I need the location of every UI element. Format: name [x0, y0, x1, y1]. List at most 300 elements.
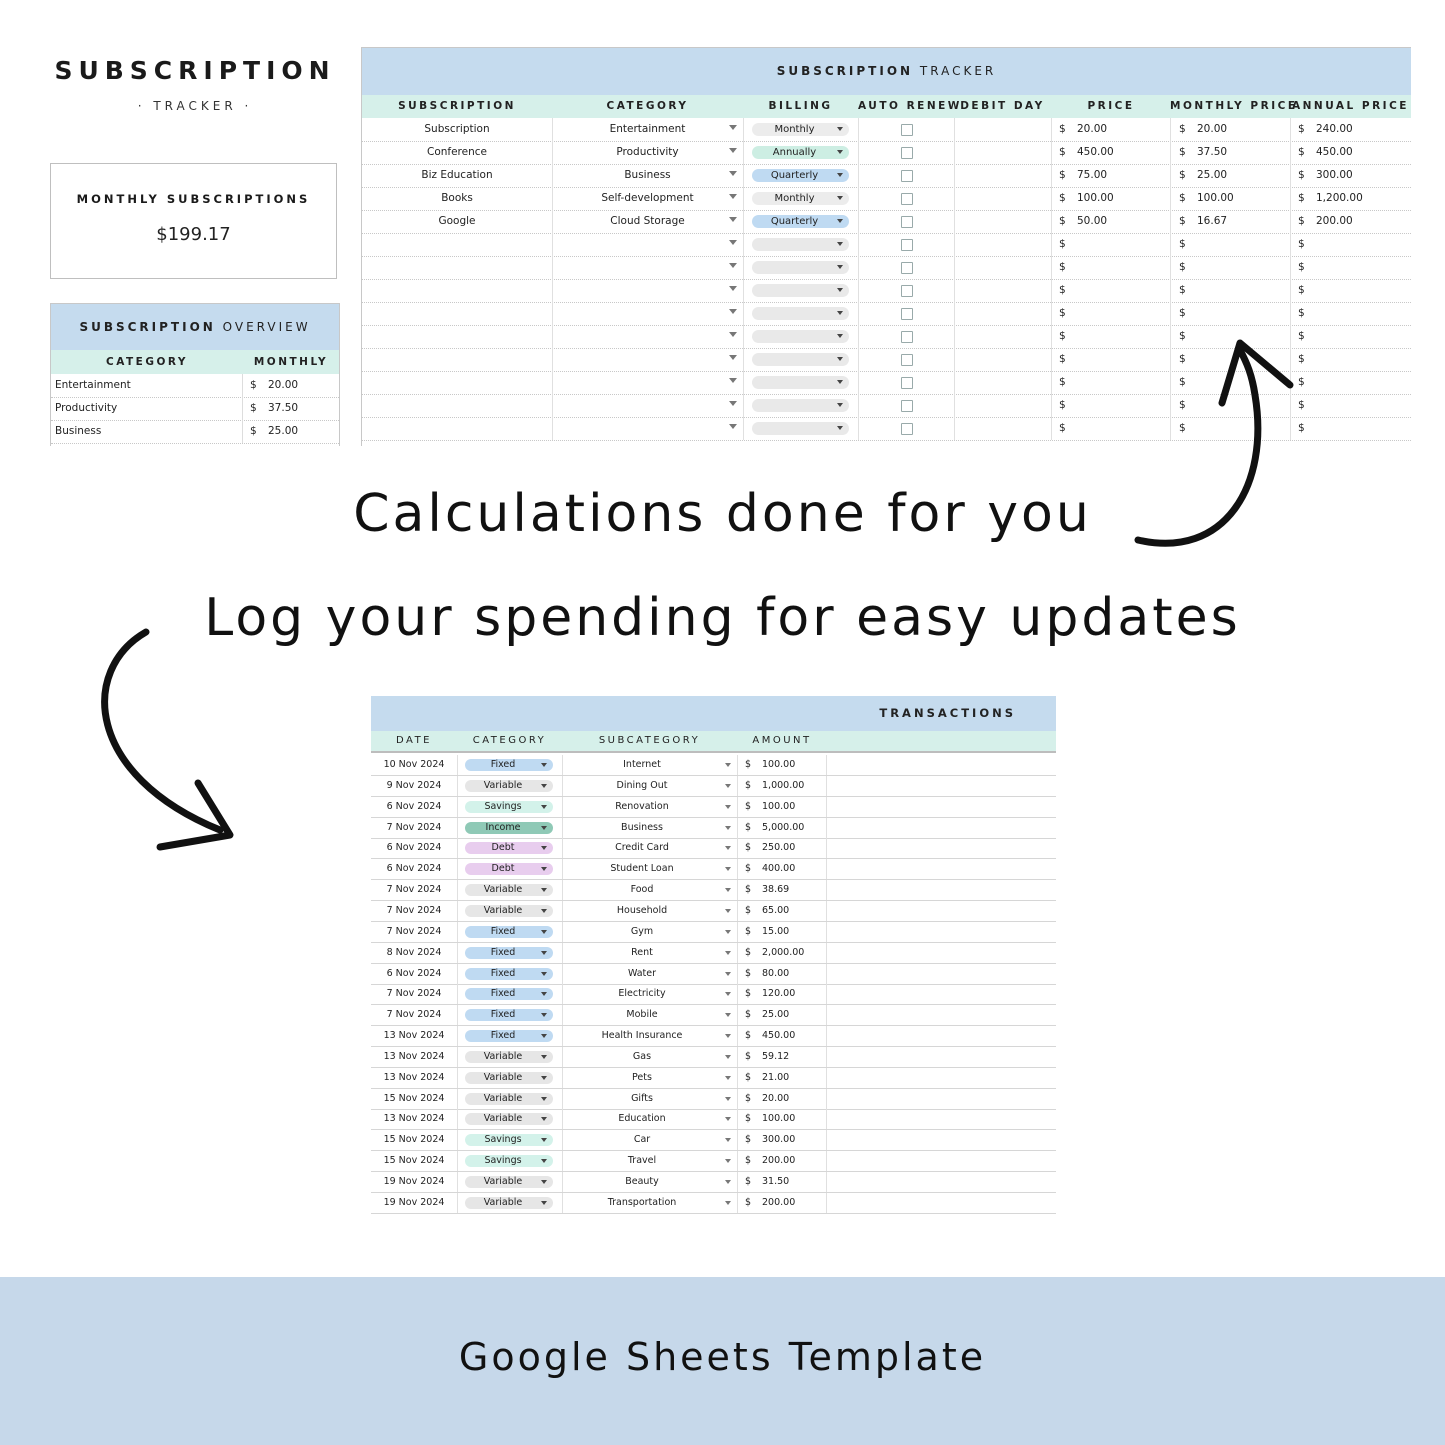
subcategory-dropdown[interactable]: Renovation	[615, 800, 669, 812]
auto-renew-checkbox[interactable]	[901, 308, 913, 320]
price-currency: $	[1059, 284, 1066, 296]
subcategory-dropdown[interactable]: Beauty	[625, 1176, 659, 1187]
dropdown-arrow-icon[interactable]	[725, 784, 731, 788]
cell-divider	[826, 1026, 827, 1046]
dropdown-arrow-icon[interactable]	[725, 846, 731, 850]
cell-divider	[826, 1130, 827, 1150]
monthly-subscriptions-label: MONTHLY SUBSCRIPTIONS	[76, 192, 311, 206]
auto-renew-checkbox[interactable]	[901, 239, 913, 251]
monthly-price-value: 100.00	[1197, 192, 1234, 204]
transaction-category-chip[interactable]	[465, 1176, 553, 1188]
transaction-category-label: Fixed	[490, 1030, 516, 1042]
dropdown-arrow-icon[interactable]	[725, 1055, 731, 1059]
transaction-amount: 31.50	[762, 1176, 790, 1187]
dropdown-arrow-icon	[837, 242, 843, 246]
subcategory-dropdown[interactable]: Student Loan	[610, 863, 674, 875]
overview-category: Business	[55, 425, 102, 437]
subcategory-dropdown[interactable]: Transportation	[607, 1196, 677, 1208]
overview-monthly: 20.00	[268, 379, 299, 391]
subcategory-dropdown[interactable]: Household	[616, 904, 668, 916]
cell-divider	[457, 1151, 458, 1171]
cell-divider	[858, 256, 859, 279]
transaction-category-label: Fixed	[490, 967, 516, 979]
transaction-row	[371, 1047, 1056, 1068]
subcategory-dropdown[interactable]: Internet	[623, 759, 661, 770]
transaction-amount: 300.00	[762, 1134, 796, 1146]
monthly-currency: $	[1179, 261, 1186, 273]
price-value: 450.00	[1077, 146, 1114, 158]
dropdown-arrow-icon[interactable]	[725, 1138, 731, 1142]
transaction-category-chip[interactable]	[465, 968, 553, 980]
auto-renew-checkbox[interactable]	[901, 285, 913, 297]
tracker-row	[362, 233, 1411, 257]
dropdown-arrow-icon	[541, 784, 547, 788]
category-dropdown[interactable]: Entertainment	[609, 123, 686, 135]
tracker-row	[362, 164, 1411, 188]
billing-chip[interactable]	[752, 422, 849, 435]
dropdown-arrow-icon	[541, 763, 547, 767]
auto-renew-checkbox[interactable]	[901, 147, 913, 159]
subscription-name-cell[interactable]	[362, 371, 552, 394]
transaction-category-label: Variable	[483, 1196, 523, 1208]
subcategory-dropdown[interactable]: Credit Card	[615, 842, 669, 854]
overview-monthly: 37.50	[268, 402, 299, 414]
billing-chip[interactable]	[752, 261, 849, 274]
cell-divider	[1290, 233, 1291, 256]
monthly-currency: $	[1179, 422, 1186, 434]
cell-divider	[737, 1109, 738, 1129]
transaction-date: 7 Nov 2024	[386, 925, 442, 937]
dropdown-arrow-icon	[541, 951, 547, 955]
dropdown-arrow-icon[interactable]	[725, 1159, 731, 1163]
dropdown-arrow-icon[interactable]	[725, 909, 731, 913]
cell-divider	[737, 755, 738, 775]
transactions-col-header: SUBCATEGORY	[598, 735, 701, 746]
cell-divider	[737, 1026, 738, 1046]
subscription-name-cell[interactable]	[362, 417, 552, 440]
transaction-category-label: Variable	[483, 1092, 523, 1104]
dropdown-arrow-icon[interactable]	[725, 1076, 731, 1080]
transaction-category-label: Variable	[483, 884, 523, 896]
dropdown-arrow-icon[interactable]	[725, 763, 731, 767]
subscription-name-cell[interactable]	[362, 348, 552, 371]
annual-currency: $	[1298, 422, 1305, 434]
transaction-amount: 200.00	[762, 1155, 796, 1167]
dropdown-arrow-icon[interactable]	[729, 355, 737, 360]
dropdown-arrow-icon[interactable]	[725, 888, 731, 892]
cell-divider	[1290, 302, 1291, 325]
annual-currency: $	[1298, 307, 1305, 319]
dropdown-arrow-icon[interactable]	[725, 826, 731, 830]
billing-chip[interactable]	[752, 146, 849, 159]
cell-divider	[1290, 141, 1291, 164]
transaction-category-chip[interactable]	[465, 822, 553, 834]
amount-currency: $	[745, 863, 752, 875]
dropdown-arrow-icon[interactable]	[729, 424, 737, 429]
cell-divider	[457, 1005, 458, 1025]
dropdown-arrow-icon[interactable]	[725, 972, 731, 976]
billing-chip[interactable]	[752, 330, 849, 343]
monthly-currency: $	[1179, 353, 1186, 365]
subscription-name-cell[interactable]: Biz Education	[421, 169, 493, 181]
transaction-row	[371, 984, 1056, 1005]
transaction-amount: 15.00	[762, 925, 790, 937]
auto-renew-checkbox[interactable]	[901, 377, 913, 389]
billing-chip[interactable]	[752, 238, 849, 251]
amount-currency: $	[745, 779, 752, 791]
dropdown-arrow-icon	[541, 1013, 547, 1017]
subscription-name-cell[interactable]: Google	[438, 215, 476, 227]
dropdown-arrow-icon[interactable]	[729, 286, 737, 291]
subscription-name-cell[interactable]	[362, 233, 552, 256]
transaction-category-label: Fixed	[490, 759, 516, 770]
transaction-category-chip[interactable]	[465, 801, 553, 813]
cell-divider	[954, 394, 955, 417]
transaction-category-chip[interactable]	[465, 905, 553, 917]
category-dropdown[interactable]	[552, 256, 743, 279]
auto-renew-checkbox[interactable]	[901, 400, 913, 412]
transaction-category-chip[interactable]	[465, 988, 553, 1000]
amount-currency: $	[745, 1134, 752, 1146]
transaction-row	[371, 943, 1056, 964]
cell-divider	[858, 417, 859, 440]
dropdown-arrow-icon[interactable]	[725, 805, 731, 809]
cell-divider	[954, 164, 955, 187]
dropdown-arrow-icon	[837, 357, 843, 361]
category-dropdown[interactable]: Self-development	[601, 192, 694, 204]
category-dropdown[interactable]: Productivity	[616, 146, 679, 158]
transaction-category-chip[interactable]	[465, 1155, 553, 1167]
cell-divider	[457, 964, 458, 984]
overview-title-bold: SUBSCRIPTION	[79, 320, 216, 334]
transaction-category-chip[interactable]	[465, 759, 553, 771]
monthly-price-value: 25.00	[1197, 169, 1228, 181]
transaction-date: 7 Nov 2024	[386, 884, 442, 896]
transaction-category-chip[interactable]	[465, 1093, 553, 1105]
transaction-category-label: Variable	[483, 1071, 523, 1083]
transaction-category-label: Savings	[484, 800, 522, 812]
transaction-amount: 1,000.00	[762, 779, 805, 791]
tracker-row	[362, 279, 1411, 303]
auto-renew-checkbox[interactable]	[901, 331, 913, 343]
price-currency: $	[1059, 192, 1066, 204]
transaction-date: 7 Nov 2024	[386, 821, 442, 833]
billing-chip[interactable]	[752, 284, 849, 297]
cell-divider	[1170, 187, 1171, 210]
amount-currency: $	[745, 1176, 752, 1187]
cell-divider	[954, 233, 955, 256]
dropdown-arrow-icon[interactable]	[729, 125, 737, 130]
dropdown-arrow-icon[interactable]	[729, 240, 737, 245]
dropdown-arrow-icon[interactable]	[725, 867, 731, 871]
billing-chip[interactable]	[752, 215, 849, 228]
transaction-category-chip[interactable]	[465, 1009, 553, 1021]
tracker-col-header: MONTHLY PRICE	[1170, 100, 1298, 112]
dropdown-arrow-icon[interactable]	[729, 217, 737, 222]
transaction-category-label: Variable	[483, 1050, 523, 1062]
monthly-price-value: 20.00	[1197, 123, 1228, 135]
amount-currency: $	[745, 904, 752, 916]
subcategory-dropdown[interactable]: Gifts	[631, 1092, 653, 1104]
dropdown-arrow-icon	[541, 1076, 547, 1080]
category-dropdown[interactable]	[552, 325, 743, 348]
dropdown-arrow-icon	[837, 288, 843, 292]
dropdown-arrow-icon[interactable]	[725, 1117, 731, 1121]
cell-divider	[826, 859, 827, 879]
cell-divider	[457, 880, 458, 900]
cell-divider	[457, 1130, 458, 1150]
cell-divider	[743, 256, 744, 279]
cell-divider	[1051, 417, 1052, 440]
auto-renew-checkbox[interactable]	[901, 423, 913, 435]
cell-divider	[743, 371, 744, 394]
tracker-title-bold: SUBSCRIPTION	[776, 64, 914, 78]
price-currency: $	[1059, 261, 1066, 273]
auto-renew-checkbox[interactable]	[901, 354, 913, 366]
cell-divider	[737, 776, 738, 796]
cell-divider	[858, 141, 859, 164]
category-dropdown[interactable]: Cloud Storage	[610, 215, 685, 227]
transaction-category-chip[interactable]	[465, 780, 553, 792]
dropdown-arrow-icon[interactable]	[725, 1034, 731, 1038]
subcategory-dropdown[interactable]: Water	[627, 967, 657, 979]
price-currency: $	[1059, 238, 1066, 250]
transactions-column-headers	[371, 731, 1056, 753]
transaction-amount: 200.00	[762, 1196, 796, 1208]
subcategory-dropdown[interactable]: Education	[618, 1113, 666, 1125]
dropdown-arrow-icon[interactable]	[725, 1201, 731, 1205]
cell-divider	[1290, 256, 1291, 279]
subscription-name-cell[interactable]: Conference	[426, 146, 487, 158]
cell-divider	[1170, 279, 1171, 302]
transaction-row	[371, 1172, 1056, 1193]
dropdown-arrow-icon[interactable]	[725, 1097, 731, 1101]
transaction-date: 6 Nov 2024	[386, 863, 442, 875]
cell-divider	[737, 1193, 738, 1213]
dropdown-arrow-icon	[541, 1034, 547, 1038]
monthly-currency: $	[1179, 330, 1186, 342]
subcategory-dropdown[interactable]: Gas	[632, 1050, 652, 1062]
transaction-amount: 2,000.00	[762, 946, 805, 958]
dropdown-arrow-icon[interactable]	[725, 930, 731, 934]
cell-divider	[1051, 279, 1052, 302]
subcategory-dropdown[interactable]: Gym	[630, 925, 654, 937]
cell-divider	[457, 901, 458, 921]
subscription-name-cell[interactable]	[362, 256, 552, 279]
category-dropdown[interactable]: Business	[624, 169, 671, 181]
cell-divider	[737, 797, 738, 817]
cell-divider	[1170, 302, 1171, 325]
subcategory-dropdown[interactable]: Food	[630, 884, 654, 896]
subscription-name-cell[interactable]	[362, 279, 552, 302]
transaction-date: 7 Nov 2024	[386, 1009, 442, 1021]
transaction-category-chip[interactable]	[465, 1197, 553, 1209]
auto-renew-checkbox[interactable]	[901, 262, 913, 274]
subcategory-dropdown[interactable]: Pets	[632, 1071, 652, 1083]
amount-currency: $	[745, 925, 752, 937]
dropdown-arrow-icon	[541, 972, 547, 976]
subcategory-dropdown[interactable]: Business	[621, 821, 663, 833]
subscription-name-cell[interactable]	[362, 325, 552, 348]
category-dropdown[interactable]	[552, 302, 743, 325]
category-dropdown[interactable]	[552, 371, 743, 394]
subcategory-dropdown[interactable]: Car	[633, 1134, 651, 1146]
transaction-category-chip[interactable]	[465, 1134, 553, 1146]
transaction-category-label: Variable	[483, 779, 523, 791]
amount-currency: $	[745, 946, 752, 958]
cell-divider	[1051, 302, 1052, 325]
tracker-header	[362, 48, 1411, 95]
subcategory-dropdown[interactable]: Dining Out	[616, 779, 668, 791]
brand-subtitle: · TRACKER ·	[137, 99, 253, 113]
cell-divider	[743, 394, 744, 417]
subscription-name-cell[interactable]	[362, 394, 552, 417]
monthly-currency: $	[1179, 376, 1186, 388]
overview-divider	[242, 397, 243, 420]
cell-divider	[1051, 210, 1052, 233]
transaction-date: 19 Nov 2024	[383, 1196, 445, 1208]
tracker-row	[362, 210, 1411, 234]
cell-divider	[1051, 187, 1052, 210]
dropdown-arrow-icon[interactable]	[729, 263, 737, 268]
cell-divider	[1051, 164, 1052, 187]
dropdown-arrow-icon	[837, 219, 843, 223]
transactions-header	[371, 696, 1056, 731]
auto-renew-checkbox[interactable]	[901, 124, 913, 136]
amount-currency: $	[745, 1155, 752, 1167]
transaction-category-chip[interactable]	[465, 1030, 553, 1042]
monthly-currency: $	[1179, 123, 1186, 135]
category-dropdown[interactable]	[552, 348, 743, 371]
auto-renew-checkbox[interactable]	[901, 170, 913, 182]
billing-chip[interactable]	[752, 169, 849, 182]
annual-currency: $	[1298, 399, 1305, 411]
cell-divider	[457, 1193, 458, 1213]
cell-divider	[737, 880, 738, 900]
dropdown-arrow-icon[interactable]	[725, 1013, 731, 1017]
transaction-category-label: Fixed	[490, 925, 516, 937]
annual-price-value: 1,200.00	[1316, 192, 1363, 204]
subscription-name-cell[interactable]: Subscription	[424, 123, 490, 135]
cell-divider	[826, 964, 827, 984]
monthly-subscriptions-value: $199.17	[156, 224, 231, 245]
category-dropdown[interactable]	[552, 417, 743, 440]
transaction-category-chip[interactable]	[465, 926, 553, 938]
cell-divider	[858, 394, 859, 417]
annual-currency: $	[1298, 261, 1305, 273]
transaction-row	[371, 818, 1056, 839]
dropdown-arrow-icon[interactable]	[725, 951, 731, 955]
category-dropdown[interactable]	[552, 394, 743, 417]
cell-divider	[743, 233, 744, 256]
transaction-category-chip[interactable]	[465, 947, 553, 959]
price-currency: $	[1059, 215, 1066, 227]
billing-label: Quarterly	[770, 170, 819, 181]
transaction-category-chip[interactable]	[465, 1051, 553, 1063]
transaction-category-chip[interactable]	[465, 884, 553, 896]
transaction-amount: 21.00	[762, 1071, 790, 1083]
cell-divider	[1170, 210, 1171, 233]
transaction-category-label: Debt	[491, 863, 515, 875]
subscription-name-cell[interactable]	[362, 302, 552, 325]
cell-divider	[826, 1109, 827, 1129]
dropdown-arrow-icon	[541, 1097, 547, 1101]
transaction-category-label: Variable	[483, 1176, 523, 1187]
subcategory-dropdown[interactable]: Mobile	[626, 1009, 658, 1021]
subcategory-dropdown[interactable]: Travel	[627, 1155, 657, 1167]
transaction-category-chip[interactable]	[465, 842, 553, 854]
transaction-category-chip[interactable]	[465, 863, 553, 875]
subcategory-dropdown[interactable]: Health Insurance	[601, 1030, 683, 1042]
cell-divider	[1051, 348, 1052, 371]
cell-divider	[826, 880, 827, 900]
billing-chip[interactable]	[752, 376, 849, 389]
category-dropdown[interactable]	[552, 279, 743, 302]
cell-divider	[954, 256, 955, 279]
transaction-category-chip[interactable]	[465, 1113, 553, 1125]
dropdown-arrow-icon	[541, 1201, 547, 1205]
subscription-name-cell[interactable]: Books	[441, 192, 473, 204]
transaction-category-label: Fixed	[490, 1009, 516, 1021]
cell-divider	[826, 1089, 827, 1109]
transaction-row	[371, 776, 1056, 797]
auto-renew-checkbox[interactable]	[901, 193, 913, 205]
transaction-row	[371, 797, 1056, 818]
subcategory-dropdown[interactable]: Rent	[631, 946, 653, 958]
cell-divider	[954, 325, 955, 348]
cell-divider	[1051, 325, 1052, 348]
transaction-date: 9 Nov 2024	[386, 779, 442, 791]
dropdown-arrow-icon[interactable]	[729, 194, 737, 199]
tracker-row	[362, 118, 1411, 142]
billing-chip[interactable]	[752, 123, 849, 136]
dropdown-arrow-icon[interactable]	[729, 332, 737, 337]
dropdown-arrow-icon[interactable]	[729, 378, 737, 383]
transaction-row	[371, 1068, 1056, 1089]
cell-divider	[737, 901, 738, 921]
price-value: 75.00	[1077, 169, 1108, 181]
cell-divider	[1170, 141, 1171, 164]
transaction-category-chip[interactable]	[465, 1072, 553, 1084]
annual-currency: $	[1298, 215, 1305, 227]
dropdown-arrow-icon[interactable]	[725, 1180, 731, 1184]
annual-currency: $	[1298, 123, 1305, 135]
category-dropdown[interactable]	[552, 233, 743, 256]
cell-divider	[858, 187, 859, 210]
cell-divider	[826, 922, 827, 942]
dropdown-arrow-icon	[541, 1180, 547, 1184]
dropdown-arrow-icon[interactable]	[729, 309, 737, 314]
dropdown-arrow-icon[interactable]	[729, 148, 737, 153]
tracker-col-header: CATEGORY	[606, 100, 689, 112]
dropdown-arrow-icon[interactable]	[729, 171, 737, 176]
transactions-title: TRANSACTIONS	[879, 706, 1016, 720]
cell-divider	[743, 325, 744, 348]
auto-renew-checkbox[interactable]	[901, 216, 913, 228]
cell-divider	[737, 1089, 738, 1109]
cell-divider	[858, 279, 859, 302]
cell-divider	[457, 1172, 458, 1192]
billing-chip[interactable]	[752, 399, 849, 412]
cell-divider	[1290, 164, 1291, 187]
dropdown-arrow-icon[interactable]	[725, 992, 731, 996]
billing-chip[interactable]	[752, 307, 849, 320]
billing-chip[interactable]	[752, 353, 849, 366]
subcategory-dropdown[interactable]: Electricity	[618, 988, 666, 1000]
dropdown-arrow-icon[interactable]	[729, 401, 737, 406]
transaction-amount: 5,000.00	[762, 821, 805, 833]
billing-chip[interactable]	[752, 192, 849, 205]
